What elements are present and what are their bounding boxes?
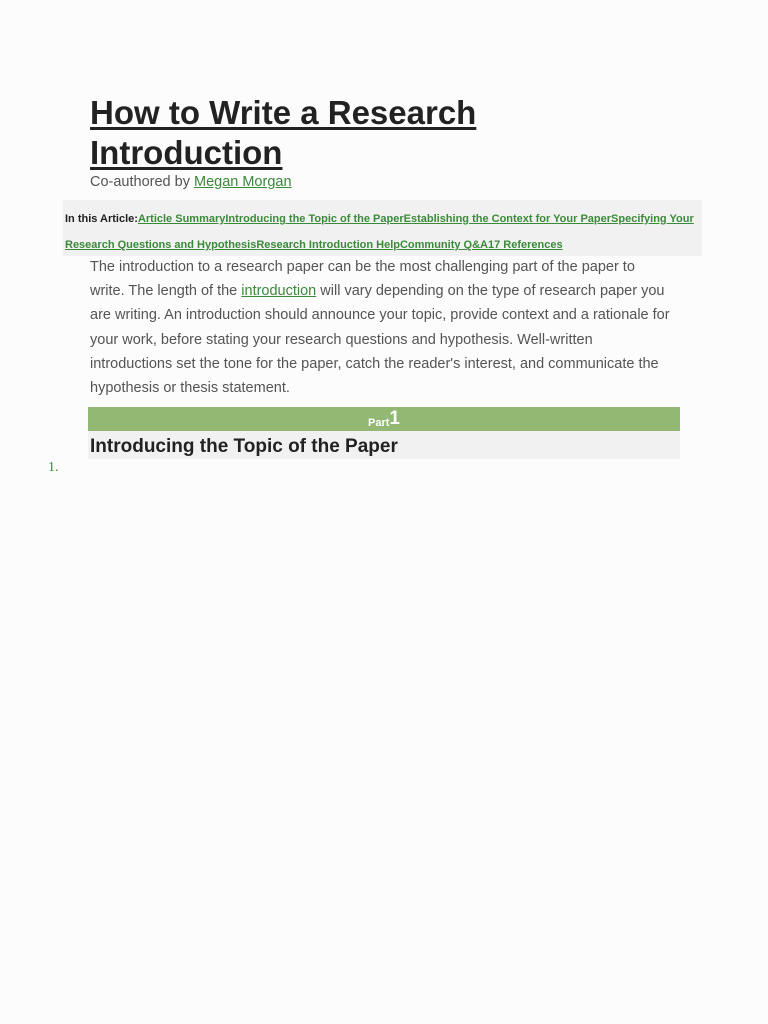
toc-link-establishing-context[interactable]: Establishing the Context for Your Paper [403,213,612,225]
toc-link-article-summary[interactable]: Article Summary [137,213,226,225]
part-label: Part [368,417,390,429]
part-banner [88,407,680,431]
byline-prefix: Co-authored by [90,174,194,190]
section-heading: Introducing the Topic of the Paper [90,436,398,457]
step-number: 1. [48,460,59,475]
toc-link-community-qa[interactable]: Community Q&A [399,239,488,251]
intro-link-introduction[interactable]: introduction [241,283,317,300]
toc-link-references[interactable]: 17 References [487,239,563,251]
byline [90,173,292,191]
intro-text-end: will vary depending on the type of research paper you are writing. An introduction should announce your topic, provide context and a rationale for your work, before stating your research questions and hypothesis. Well-written introductions set the tone for the paper, catch the reader's interest, and communicate the hypothesis or thesis statement. [90,283,670,397]
article-title-link[interactable]: How to Write a Research Introduction [90,94,477,171]
author-link[interactable]: Megan Morgan [193,174,292,190]
article-title [90,93,510,173]
toc-link-specifying-questions[interactable]: Specifying Your Research Questions and Hypothesis [65,213,694,251]
section-header [88,431,680,459]
toc-link-introducing-topic[interactable]: Introducing the Topic of the Paper [225,213,404,225]
intro-paragraph [90,255,670,400]
table-of-contents [63,200,702,256]
part-number: 1 [389,408,400,429]
intro-text-start: The introduction to a research paper can be the most challenging part of the paper to write. The length of the [90,259,635,300]
toc-label: In this Article: [65,213,138,225]
toc-link-research-introduction-help[interactable]: Research Introduction Help [256,239,400,251]
